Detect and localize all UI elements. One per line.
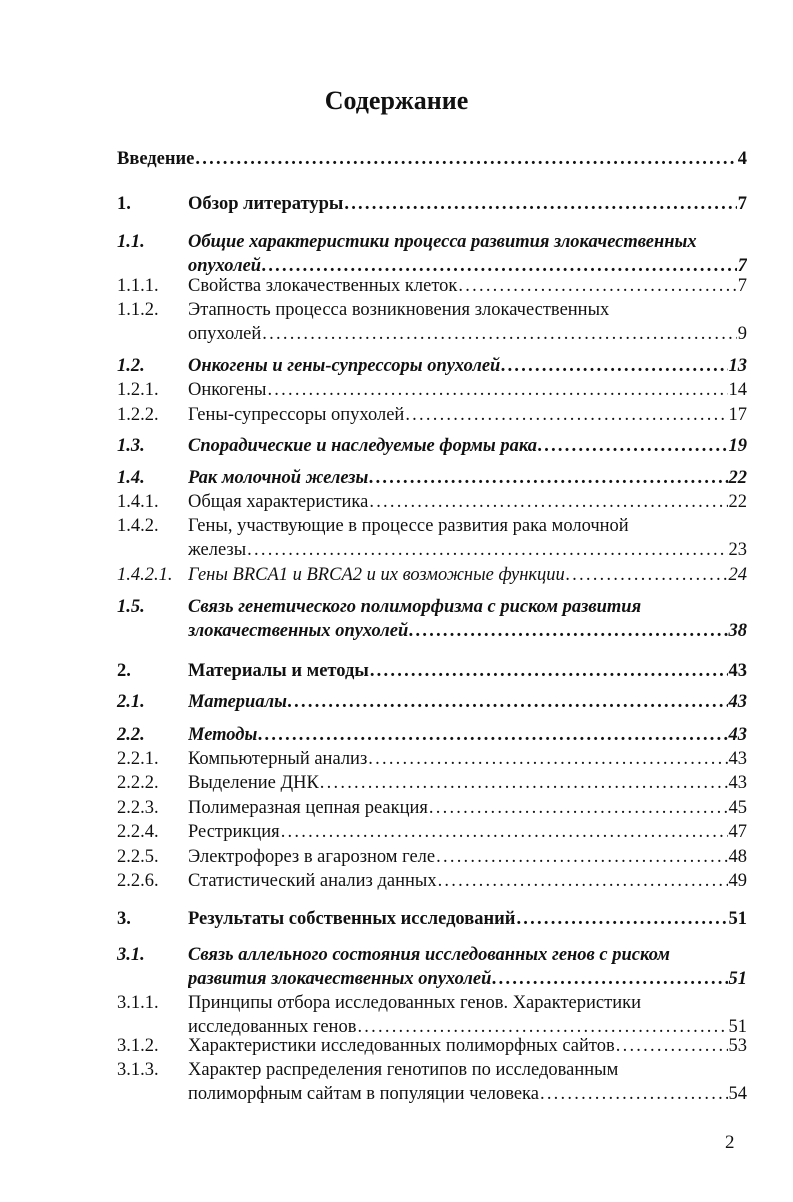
toc-entry[interactable] <box>188 490 747 514</box>
toc-entry-number: 3.1.1. <box>117 993 159 1013</box>
dot-leader <box>368 747 727 771</box>
dot-leader <box>566 563 728 587</box>
toc-entry[interactable] <box>188 967 747 991</box>
toc-entry-title: Онкогены <box>188 380 267 400</box>
toc-entry-number: 1.1.1. <box>117 276 159 296</box>
toc-entry-title: исследованных генов <box>188 1017 357 1037</box>
toc-entry-title-line: Общие характеристики процесса развития злокачественных <box>188 232 697 252</box>
toc-entry-page: 43 <box>728 661 747 681</box>
toc-entry-number: 2.2. <box>117 725 145 745</box>
toc-entry-title-line: Этапность процесса возникновения злокачественных <box>188 300 610 320</box>
toc-entry-title: Свойства злокачественных клеток <box>188 276 458 296</box>
toc-entry-title: Рестрикция <box>188 822 280 842</box>
toc-entry-number: 1.4. <box>117 468 145 488</box>
toc-entry[interactable] <box>188 771 747 795</box>
dot-leader <box>370 659 728 683</box>
toc-entry-title: Онкогены и гены-супрессоры опухолей <box>188 356 501 376</box>
toc-entry-number: 3. <box>117 909 131 929</box>
toc-entry-number: 3.1.3. <box>117 1060 159 1080</box>
toc-entry-title: Обзор литературы <box>188 194 344 214</box>
dot-leader <box>429 796 728 820</box>
toc-entry[interactable] <box>188 563 747 587</box>
toc-entry-title: Компьютерный анализ <box>188 749 368 769</box>
toc-entry-title: опухолей <box>188 256 262 276</box>
toc-entry-page: 43 <box>728 725 747 745</box>
toc-entry-page: 45 <box>728 798 747 818</box>
toc-entry-page: 4 <box>737 149 747 169</box>
dot-leader <box>405 403 727 427</box>
dot-leader <box>458 274 736 298</box>
toc-entry-page: 22 <box>728 468 747 488</box>
toc-entry[interactable] <box>188 1082 747 1106</box>
toc-entry-page: 53 <box>728 1036 747 1056</box>
toc-entry[interactable] <box>188 723 747 747</box>
toc-entry[interactable] <box>188 322 747 346</box>
toc-entry-page: 47 <box>728 822 747 842</box>
toc-entry[interactable] <box>188 907 747 931</box>
dot-leader <box>501 354 727 378</box>
dot-leader <box>320 771 728 795</box>
toc-entry-page: 19 <box>728 436 747 456</box>
toc-entry-title: Материалы <box>188 692 287 712</box>
toc-entry-title: опухолей <box>188 324 262 344</box>
toc-entry-page: 49 <box>728 871 747 891</box>
toc-entry-title: Результаты собственных исследований <box>188 909 516 929</box>
toc-entry[interactable] <box>188 538 747 562</box>
toc-entry-number: 2. <box>117 661 131 681</box>
toc-entry-page: 48 <box>728 847 747 867</box>
toc-entry-page: 24 <box>728 565 747 585</box>
toc-entry[interactable] <box>188 747 747 771</box>
toc-entry-title: Характеристики исследованных полиморфных сайтов <box>188 1036 615 1056</box>
page-title: Содержание <box>324 86 469 115</box>
toc-entry-title: Спорадические и наследуемые формы рака <box>188 436 537 456</box>
toc-entry-number: 1.1. <box>117 232 145 252</box>
toc-entry-page: 13 <box>728 356 747 376</box>
dot-leader <box>540 1082 728 1106</box>
toc-entry-number: 2.1. <box>117 692 145 712</box>
toc-entry-number: 3.1.2. <box>117 1036 159 1056</box>
dot-leader <box>247 538 727 562</box>
dot-leader <box>267 378 727 402</box>
toc-entry-title: Рак молочной железы <box>188 468 369 488</box>
toc-entry-title-line: Характер распределения генотипов по исследованным <box>188 1060 619 1080</box>
toc-entry-page: 54 <box>728 1084 747 1104</box>
dot-leader <box>258 723 727 747</box>
toc-entry-title: Гены BRCA1 и BRCA2 и их возможные функции <box>188 565 565 585</box>
dot-leader <box>492 967 727 991</box>
toc-entry-title-line: Связь генетического полиморфизма с риском развития <box>188 597 642 617</box>
toc-entry-page: 43 <box>728 749 747 769</box>
toc-entry[interactable] <box>188 192 747 216</box>
toc-entry-title: злокачественных опухолей <box>188 621 409 641</box>
toc-entry-title: Полимеразная цепная реакция <box>188 798 428 818</box>
toc-entry[interactable] <box>188 869 747 893</box>
toc-entry-number: 1.4.2. <box>117 516 159 536</box>
dot-leader <box>369 466 727 490</box>
toc-entry-page: 43 <box>728 692 747 712</box>
toc-entry-title-line: Связь аллельного состояния исследованных генов с риском <box>188 945 670 965</box>
toc-entry[interactable] <box>188 466 747 490</box>
toc-entry-title: Электрофорез в агарозном геле <box>188 847 436 867</box>
page-number: 2 <box>725 1132 735 1153</box>
toc-entry-title: полиморфным сайтам в популяции человека <box>188 1084 539 1104</box>
toc-entry-title: Материалы и методы <box>188 661 369 681</box>
dot-leader <box>262 322 736 346</box>
toc-entry-number: 2.2.6. <box>117 871 159 891</box>
toc-entry-page: 51 <box>728 1017 747 1037</box>
toc-entry[interactable] <box>188 378 747 402</box>
toc-entry-number: 1.5. <box>117 597 145 617</box>
toc-entry-title: Введение <box>117 149 195 169</box>
toc-entry-title: железы <box>188 540 247 560</box>
toc-entry-number: 1.1.2. <box>117 300 159 320</box>
toc-entry-title: Выделение ДНК <box>188 773 319 793</box>
toc-entry-page: 17 <box>728 405 747 425</box>
toc-entry-number: 1.3. <box>117 436 145 456</box>
dot-leader <box>369 490 727 514</box>
dot-leader <box>288 690 728 714</box>
toc-entry[interactable] <box>188 274 747 298</box>
dot-leader <box>195 147 736 171</box>
dot-leader <box>616 1034 728 1058</box>
toc-entry-page: 7 <box>737 256 747 276</box>
toc-entry-page: 38 <box>728 621 747 641</box>
toc-entry-number: 1.2. <box>117 356 145 376</box>
toc-entry-number: 1.4.1. <box>117 492 159 512</box>
dot-leader <box>281 820 728 844</box>
toc-entry-number: 2.2.4. <box>117 822 159 842</box>
dot-leader <box>538 434 728 458</box>
toc-entry[interactable] <box>188 434 747 458</box>
toc-entry-title: Общая характеристика <box>188 492 369 512</box>
toc-entry-title: Статистический анализ данных <box>188 871 437 891</box>
toc-entry[interactable] <box>188 796 747 820</box>
toc-entry[interactable] <box>188 690 747 714</box>
toc-entry-title: Методы <box>188 725 258 745</box>
toc-entry-number: 2.2.2. <box>117 773 159 793</box>
toc-entry-page: 51 <box>728 969 747 989</box>
toc-entry[interactable] <box>188 403 747 427</box>
toc-entry-number: 3.1. <box>117 945 145 965</box>
toc-entry-page: 51 <box>728 909 747 929</box>
toc-entry[interactable] <box>188 619 747 643</box>
dot-leader <box>409 619 727 643</box>
toc-entry-page: 14 <box>728 380 747 400</box>
toc-entry-page: 7 <box>737 276 747 296</box>
dot-leader <box>344 192 736 216</box>
toc-entry-page: 7 <box>737 194 747 214</box>
toc-entry-number: 2.2.5. <box>117 847 159 867</box>
toc-entry-page: 22 <box>728 492 747 512</box>
toc-entry[interactable] <box>188 659 747 683</box>
toc-entry-number: 2.2.1. <box>117 749 159 769</box>
dot-leader <box>438 869 728 893</box>
toc-entry-title-line: Гены, участвующие в процессе развития рака молочной <box>188 516 629 536</box>
toc-entry[interactable] <box>117 147 747 171</box>
dot-leader <box>436 845 727 869</box>
toc-entry-title: Гены-супрессоры опухолей <box>188 405 405 425</box>
toc-entry-number: 1.2.1. <box>117 380 159 400</box>
toc-entry[interactable] <box>188 845 747 869</box>
toc-entry-number: 1.4.2.1. <box>117 565 173 585</box>
toc-entry-number: 1. <box>117 194 131 214</box>
toc-entry-page: 9 <box>737 324 747 344</box>
toc-entry[interactable] <box>188 1034 747 1058</box>
toc-entry-title-line: Принципы отбора исследованных генов. Характеристики <box>188 993 641 1013</box>
toc-entry-title: развития злокачественных опухолей <box>188 969 492 989</box>
toc-entry-page: 23 <box>728 540 747 560</box>
toc-entry[interactable] <box>188 820 747 844</box>
toc-entry-number: 1.2.2. <box>117 405 159 425</box>
dot-leader <box>516 907 727 931</box>
toc-entry-number: 2.2.3. <box>117 798 159 818</box>
toc-entry[interactable] <box>188 354 747 378</box>
toc-entry-page: 43 <box>728 773 747 793</box>
